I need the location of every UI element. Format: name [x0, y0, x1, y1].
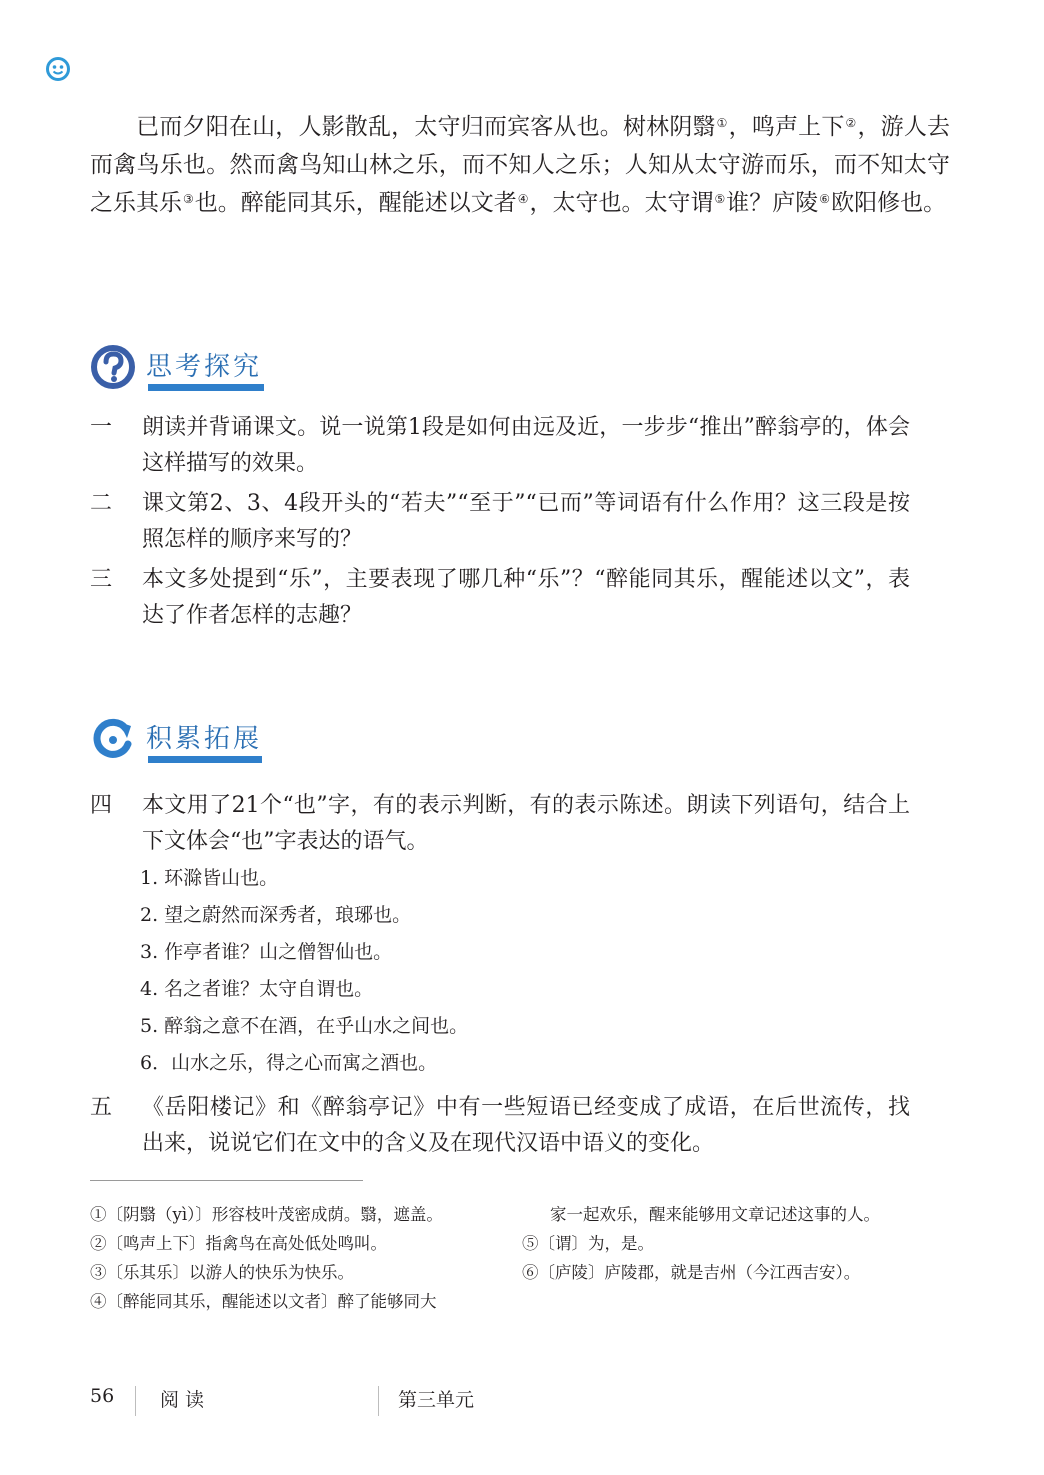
footnote: 家一起欢乐，醒来能够用文章记述这事的人。 — [550, 1205, 880, 1224]
page-number: 56 — [90, 1385, 115, 1407]
footnote: ②〔鸣声上下〕指禽鸟在高处低处鸣叫。 — [90, 1234, 387, 1253]
footer-unit: 第三单元 — [398, 1389, 475, 1411]
footnote: ①〔阴翳（yì）〕形容枝叶茂密成荫。翳，遮盖。 — [90, 1205, 443, 1224]
example-sentence: 1. 环滁皆山也。 — [140, 867, 279, 889]
example-sentence: 6．山水之乐，得之心而寓之酒也。 — [140, 1052, 438, 1074]
title-underline — [148, 756, 262, 763]
example-sentence: 5. 醉翁之意不在酒，在乎山水之间也。 — [140, 1015, 469, 1037]
footer-divider — [378, 1386, 379, 1416]
footnote: ⑥〔庐陵〕庐陵郡，就是吉州（今江西吉安）。 — [522, 1263, 861, 1282]
section-header-accumulate — [90, 716, 280, 762]
question-icon — [90, 344, 136, 390]
example-sentence: 4. 名之者谁？太守自谓也。 — [140, 978, 374, 1000]
question-3: 三 本文多处提到“乐”，主要表现了哪几种“乐”？“醉能同其乐，醒能述以文”，表达了作者怎样的志趣？ — [90, 567, 910, 628]
footnote: ③〔乐其乐〕以游人的快乐为快乐。 — [90, 1263, 354, 1282]
question-4: 四 本文用了21个“也”字，有的表示判断，有的表示陈述。朗读下列语句，结合上下文体会“也”字表达的语气。 — [90, 793, 910, 854]
footnote: ⑤〔谓〕为，是。 — [522, 1234, 654, 1253]
section-title: 积累拓展 — [146, 724, 263, 754]
footnotes-left — [90, 1200, 443, 1316]
footnote-ref-1: ① — [716, 116, 728, 130]
footnote-ref-5: ⑤ — [714, 192, 726, 206]
section-header-thinking — [90, 344, 280, 390]
question-1: 一 朗读并背诵课文。说一说第1段是如何由远及近，一步步“推出”醉翁亭的，体会这样描写的效果。 — [90, 415, 910, 476]
footnotes-right — [522, 1200, 880, 1287]
section-title: 思考探究 — [146, 352, 263, 382]
question-5: 五 《岳阳楼记》和《醉翁亭记》中有一些短语已经变成了成语，在后世流传，找出来，说说它们在文中的含义及在现代汉语中语义的变化。 — [90, 1095, 910, 1156]
footnote-divider — [90, 1180, 363, 1181]
refresh-arrow-icon — [90, 716, 136, 762]
footer-section: 阅 读 — [160, 1389, 205, 1411]
footnote: ④〔醉能同其乐，醒能述以文者〕醉了能够同大 — [90, 1292, 437, 1311]
footnote-ref-6: ⑥ — [819, 192, 831, 206]
title-underline — [148, 384, 264, 391]
footnote-ref-4: ④ — [517, 192, 529, 206]
footnote-ref-2: ② — [845, 116, 857, 130]
smiley-icon — [45, 56, 71, 82]
footer-divider — [135, 1386, 136, 1416]
example-sentence: 2. 望之蔚然而深秀者，琅琊也。 — [140, 904, 412, 926]
example-sentence: 3. 作亭者谁？山之僧智仙也。 — [140, 941, 393, 963]
passage: 已而夕阳在山，人影散乱，太守归而宾客从也。树林阴翳①，鸣声上下②，游人去而禽鸟乐也。然而禽鸟知山林之乐，而不知人之乐；人知从太守游而乐，而不知太守之乐其乐③也。醉能同其乐，醒能述以文者④，太守也。太守谓⑤谁？庐陵⑥欧阳修也。 — [90, 114, 950, 216]
question-2: 二 课文第2、3、4段开头的“若夫”“至于”“已而”等词语有什么作用？这三段是按照怎样的顺序来写的？ — [90, 491, 910, 552]
footnote-ref-3: ③ — [183, 192, 194, 206]
